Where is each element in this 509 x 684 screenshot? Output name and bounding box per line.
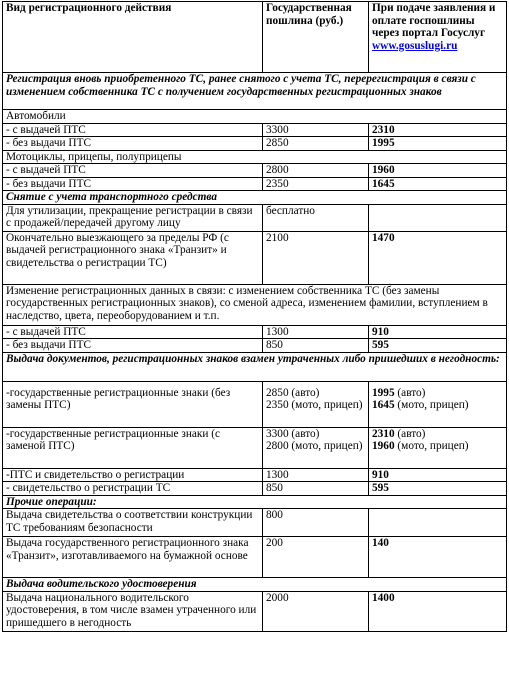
table-row bbox=[3, 123, 507, 137]
section-row bbox=[3, 191, 507, 205]
fee-moto: 2350 (мото, прицеп) bbox=[266, 399, 363, 411]
section-title-other: Прочие операции: bbox=[3, 495, 507, 509]
row-label: - с выдачей ПТС bbox=[3, 325, 263, 339]
table-row bbox=[3, 339, 507, 353]
table-row bbox=[3, 468, 507, 482]
table-row bbox=[3, 537, 507, 578]
online-auto-note: (авто) bbox=[394, 427, 426, 440]
online-moto-value: 1645 bbox=[372, 399, 395, 411]
gosuslugi-link[interactable]: www.gosuslugi.ru bbox=[372, 39, 458, 52]
table-row bbox=[3, 177, 507, 191]
row-online-fee bbox=[369, 204, 507, 231]
row-label: Для утилизации, прекращение регистрации в связи с продажей/передачей другому лицу bbox=[3, 204, 263, 231]
row-label: - с выдачей ПТС bbox=[3, 123, 263, 137]
table-row bbox=[3, 591, 507, 631]
row-label: Выдача свидетельства о соответствии конструкции ТС требованиям безопасности bbox=[3, 509, 263, 537]
row-online-fee bbox=[369, 427, 507, 468]
row-online-fee: 1995 bbox=[369, 137, 507, 151]
row-online-fee: 1960 bbox=[369, 164, 507, 178]
table-row bbox=[3, 325, 507, 339]
row-fee: 2000 bbox=[263, 591, 369, 631]
table-row bbox=[3, 427, 507, 468]
row-online-fee: 910 bbox=[369, 468, 507, 482]
table-row bbox=[3, 137, 507, 151]
row-online-fee: 595 bbox=[369, 339, 507, 353]
section-row bbox=[3, 73, 507, 110]
row-online-fee: 2310 bbox=[369, 123, 507, 137]
row-label: Окончательно выезжающего за пределы РФ (с выдачей регистрационного знака «Транзит» и свидетельства о регистрации ТС) bbox=[3, 231, 263, 284]
subgroup-moto: Мотоциклы, прицепы, полуприцепы bbox=[3, 150, 507, 164]
subgroup-data-change: Изменение регистрационных данных в связи: с изменением собственника ТС (без замены государственных регистрационных знаков), со сменой адреса, изменением фамилии, вступлением в наследство, цвета, переоборудованием и т.п. bbox=[3, 284, 507, 325]
row-fee: 2100 bbox=[263, 231, 369, 284]
table-row bbox=[3, 204, 507, 231]
row-fee: бесплатно bbox=[263, 204, 369, 231]
row-fee: 2350 bbox=[263, 177, 369, 191]
fee-auto: 2850 (авто) bbox=[266, 386, 320, 399]
table-row bbox=[3, 150, 507, 164]
fee-auto: 3300 (авто) bbox=[266, 427, 320, 440]
row-label: - без выдачи ПТС bbox=[3, 339, 263, 353]
online-moto-note: (мото, прицеп) bbox=[394, 399, 469, 411]
row-fee: 3300 bbox=[263, 123, 369, 137]
online-auto-value: 2310 bbox=[372, 427, 395, 440]
row-online-fee bbox=[369, 509, 507, 537]
section-title-license: Выдача водительского удостоверения bbox=[3, 578, 507, 592]
table-row bbox=[3, 509, 507, 537]
section-row bbox=[3, 578, 507, 592]
row-fee bbox=[263, 427, 369, 468]
row-online-fee: 140 bbox=[369, 537, 507, 578]
section-title-replacement: Выдача документов, регистрационных знаков взамен утраченных либо пришедших в негодность: bbox=[3, 352, 507, 381]
row-online-fee: 1400 bbox=[369, 591, 507, 631]
row-online-fee: 1645 bbox=[369, 177, 507, 191]
section-title-deregistration: Снятие с учета транспортного средства bbox=[3, 191, 507, 205]
table-header-row bbox=[3, 2, 507, 73]
row-fee: 1300 bbox=[263, 325, 369, 339]
row-label: - без выдачи ПТС bbox=[3, 137, 263, 151]
row-label: - без выдачи ПТС bbox=[3, 177, 263, 191]
row-online-fee: 595 bbox=[369, 482, 507, 496]
online-moto-value: 1960 bbox=[372, 440, 395, 452]
header-gosuslugi-text: При подаче заявления и оплате госпошлины через портал Госуслуг bbox=[372, 2, 496, 39]
table-row bbox=[3, 381, 507, 427]
row-fee: 800 bbox=[263, 509, 369, 537]
table-row bbox=[3, 110, 507, 124]
section-title-registration: Регистрация вновь приобретенного ТС, ранее снятого с учета ТС, перерегистрация в связи с изменением собственника ТС с получением государственных регистрационных знаков bbox=[3, 73, 507, 110]
row-fee: 2850 bbox=[263, 137, 369, 151]
online-auto-value: 1995 bbox=[372, 386, 395, 399]
header-gosuslugi bbox=[369, 2, 507, 73]
section-row bbox=[3, 352, 507, 381]
header-action-type: Вид регистрационного действия bbox=[3, 2, 263, 73]
row-fee bbox=[263, 381, 369, 427]
row-label: Выдача государственного регистрационного знака «Транзит», изготавливаемого на бумажной основе bbox=[3, 537, 263, 578]
online-moto-note: (мото, прицеп) bbox=[394, 440, 469, 452]
row-label: - с выдачей ПТС bbox=[3, 164, 263, 178]
row-label: Выдача национального водительского удостоверения, в том числе взамен утраченного или пришедшего в негодность bbox=[3, 591, 263, 631]
row-fee: 850 bbox=[263, 339, 369, 353]
row-label: -государственные регистрационные знаки (без замены ПТС) bbox=[3, 381, 263, 427]
row-label: -ПТС и свидетельство о регистрации bbox=[3, 468, 263, 482]
table-row bbox=[3, 284, 507, 325]
table-row bbox=[3, 164, 507, 178]
row-fee: 2800 bbox=[263, 164, 369, 178]
section-row bbox=[3, 495, 507, 509]
row-online-fee: 910 bbox=[369, 325, 507, 339]
row-online-fee: 1470 bbox=[369, 231, 507, 284]
row-fee: 850 bbox=[263, 482, 369, 496]
header-state-fee: Государственная пошлина (руб.) bbox=[263, 2, 369, 73]
row-online-fee bbox=[369, 381, 507, 427]
table-row bbox=[3, 482, 507, 496]
row-fee: 1300 bbox=[263, 468, 369, 482]
fee-moto: 2800 (мото, прицеп) bbox=[266, 440, 363, 452]
table-row bbox=[3, 231, 507, 284]
row-label: - свидетельство о регистрации ТС bbox=[3, 482, 263, 496]
online-auto-note: (авто) bbox=[394, 386, 426, 399]
row-fee: 200 bbox=[263, 537, 369, 578]
fees-table bbox=[2, 1, 507, 632]
subgroup-cars: Автомобили bbox=[3, 110, 507, 124]
row-label: -государственные регистрационные знаки (с заменой ПТС) bbox=[3, 427, 263, 468]
